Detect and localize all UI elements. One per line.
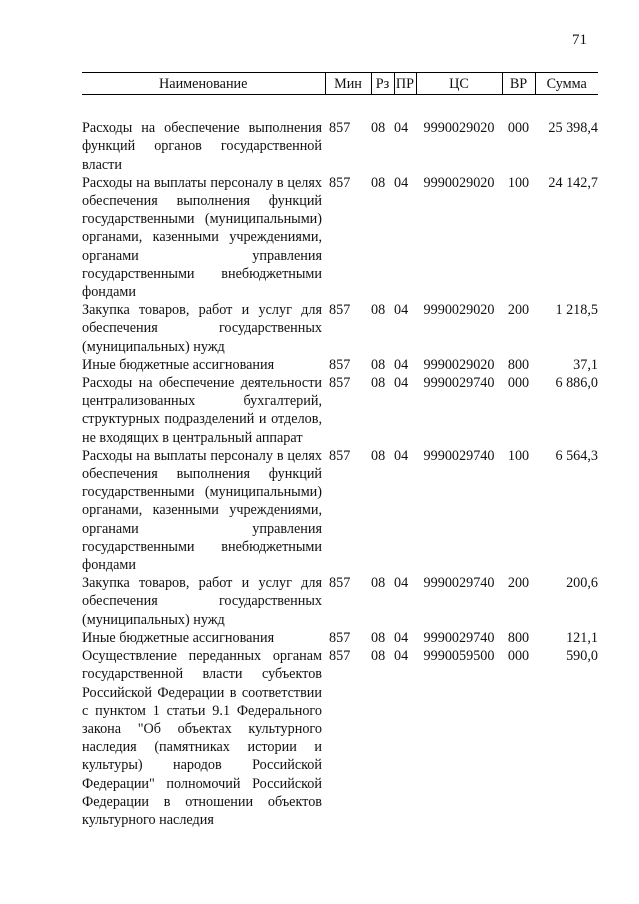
table-body	[82, 95, 598, 829]
table-row	[82, 629, 598, 647]
cell-vr: 000	[507, 648, 530, 665]
cell-name: Осуществление переданных органам государственной власти субъектов Российской Федерации в соответствии с пунктом 1 статьи 9.1 Федерального закона "Об объектах культурного наследия (памятниках истории и культуры) народов Российской Федерации" полномочий Российской Федерации в отношении объектов культурного наследия	[82, 648, 322, 828]
cell-rz: 08	[371, 375, 386, 392]
cell-sum: 6 886,0	[555, 375, 598, 392]
cell-vr: 800	[507, 629, 530, 646]
cell-pr: 04	[394, 629, 409, 646]
cell-name: Иные бюджетные ассигнования	[82, 356, 275, 373]
table-row	[82, 574, 598, 629]
cell-cs: 9990029740	[423, 629, 495, 646]
table-row	[82, 647, 598, 829]
cell-name: Расходы на обеспечение деятельности централизованных бухгалтерий, структурных подразделений и отделов, не входящих в центральный аппарат	[82, 375, 322, 446]
cell-pr: 04	[394, 120, 409, 137]
cell-rz: 08	[371, 629, 386, 646]
cell-name: Расходы на выплаты персоналу в целях обеспечения выполнения функций государственными (муниципальными) органами, казенными учреждениями, органами управления государственными внебюджетными фондами	[82, 174, 322, 301]
cell-pr: 04	[394, 375, 409, 392]
cell-min: 857	[329, 629, 351, 646]
cell-name: Закупка товаров, работ и услуг для обеспечения государственных (муниципальных) нужд	[82, 575, 322, 628]
table-row	[82, 174, 598, 301]
cell-vr: 800	[507, 356, 530, 373]
cell-min: 857	[329, 575, 351, 592]
cell-sum: 590,0	[566, 648, 598, 665]
cell-sum: 24 142,7	[548, 174, 598, 191]
cell-sum: 25 398,4	[548, 120, 598, 137]
cell-rz: 08	[371, 302, 386, 319]
cell-vr: 000	[507, 120, 530, 137]
cell-pr: 04	[394, 174, 409, 191]
cell-name: Иные бюджетные ассигнования	[82, 629, 275, 646]
cell-name: Расходы на обеспечение выполнения функций органов государственной власти	[82, 120, 322, 173]
cell-min: 857	[329, 375, 351, 392]
cell-rz: 08	[371, 356, 386, 373]
cell-vr: 000	[507, 375, 530, 392]
cell-cs: 9990029020	[423, 120, 495, 137]
header-cs: ЦС	[416, 73, 502, 95]
header-pr: ПР	[394, 73, 416, 95]
cell-cs: 9990029020	[423, 174, 495, 191]
header-vr: ВР	[502, 73, 535, 95]
cell-sum: 37,1	[573, 356, 598, 373]
cell-vr: 100	[507, 174, 530, 191]
cell-rz: 08	[371, 575, 386, 592]
header-rz: Рз	[371, 73, 394, 95]
table-row	[82, 301, 598, 356]
cell-name: Расходы на выплаты персоналу в целях обеспечения выполнения функций государственными (муниципальными) органами, казенными учреждениями, органами управления государственными внебюджетными фондами	[82, 447, 322, 574]
cell-min: 857	[329, 356, 351, 373]
cell-pr: 04	[394, 302, 409, 319]
cell-cs: 9990029740	[423, 375, 495, 392]
cell-min: 857	[329, 648, 351, 665]
header-sum: Сумма	[535, 73, 598, 95]
cell-vr: 200	[507, 575, 530, 592]
cell-sum: 1 218,5	[555, 302, 598, 319]
table-header-row	[82, 73, 598, 95]
cell-cs: 9990029020	[423, 356, 495, 373]
cell-vr: 100	[507, 447, 530, 464]
budget-table	[82, 72, 598, 829]
cell-min: 857	[329, 174, 351, 191]
cell-cs: 9990029740	[423, 575, 495, 592]
cell-vr: 200	[507, 302, 530, 319]
cell-cs: 9990029740	[423, 447, 495, 464]
cell-sum: 6 564,3	[555, 447, 598, 464]
header-name: Наименование	[82, 73, 325, 95]
cell-pr: 04	[394, 575, 409, 592]
cell-rz: 08	[371, 648, 386, 665]
cell-rz: 08	[371, 174, 386, 191]
header-spacer	[82, 95, 598, 120]
budget-table-container	[82, 72, 598, 829]
cell-pr: 04	[394, 648, 409, 665]
cell-pr: 04	[394, 447, 409, 464]
cell-min: 857	[329, 302, 351, 319]
cell-rz: 08	[371, 447, 386, 464]
page-number: 71	[572, 32, 587, 48]
cell-cs: 9990029020	[423, 302, 495, 319]
header-min: Мин	[325, 73, 371, 95]
table-row	[82, 447, 598, 574]
cell-name: Закупка товаров, работ и услуг для обеспечения государственных (муниципальных) нужд	[82, 302, 322, 355]
cell-sum: 121,1	[566, 629, 598, 646]
cell-pr: 04	[394, 356, 409, 373]
cell-cs: 9990059500	[423, 648, 495, 665]
table-row	[82, 119, 598, 174]
cell-min: 857	[329, 120, 351, 137]
table-row	[82, 356, 598, 374]
cell-sum: 200,6	[566, 575, 598, 592]
table-row	[82, 374, 598, 447]
cell-rz: 08	[371, 120, 386, 137]
cell-min: 857	[329, 447, 351, 464]
